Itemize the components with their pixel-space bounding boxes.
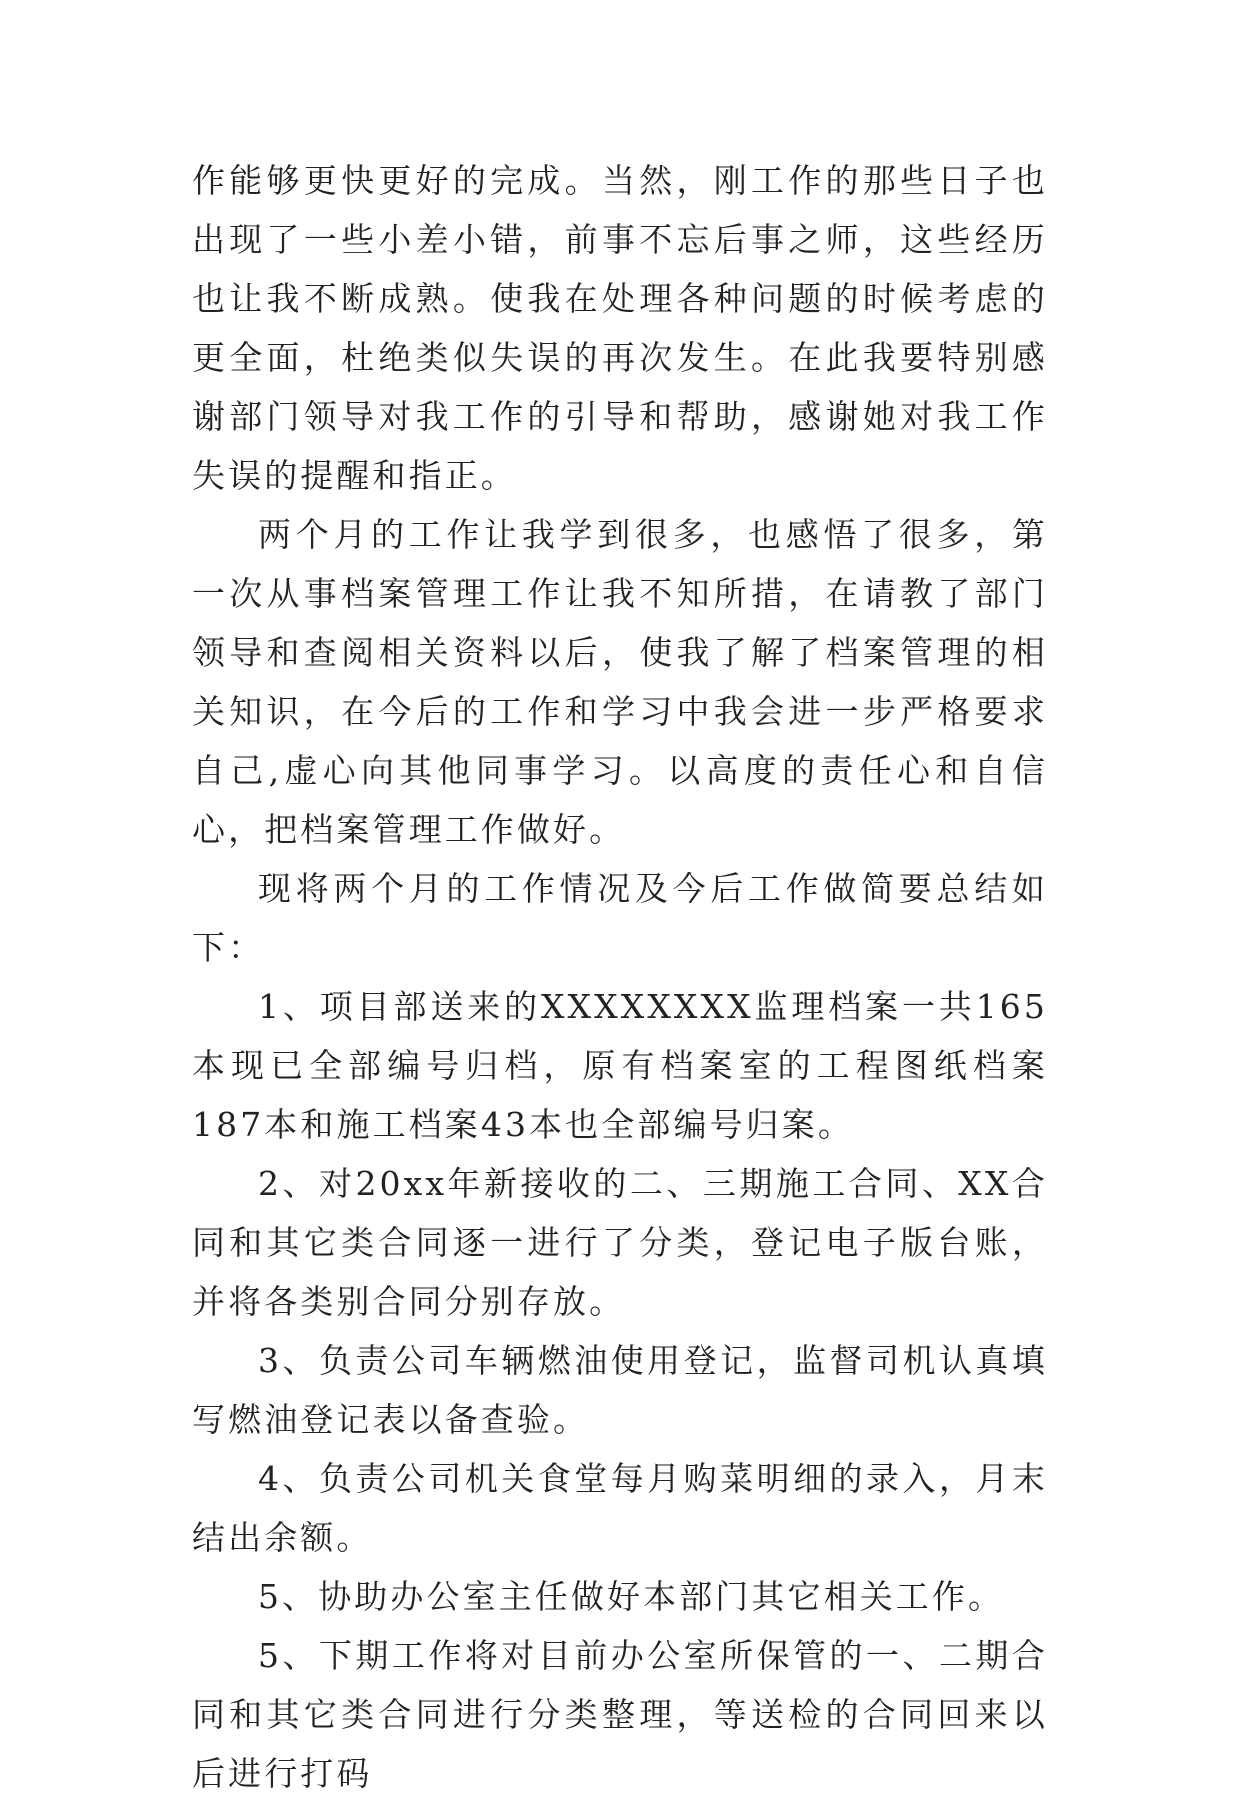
list-item-2: 2、对20xx年新接收的二、三期施工合同、XX合同和其它类合同逐一进行了分类，登记电子版台账，并将各类别合同分别存放。 — [192, 1164, 1048, 1321]
paragraph-2: 两个月的工作让我学到很多，也感悟了很多，第一次从事档案管理工作让我不知所措，在请教了部门领导和查阅相关资料以后，使我了解了档案管理的相关知识，在今后的工作和学习中我会进一步严格要求自己,虚心向其他同事学习。以高度的责任心和自信心，把档案管理工作做好。 — [192, 515, 1048, 849]
document-body — [192, 151, 1048, 1803]
list-item-4: 4、负责公司机关食堂每月购菜明细的录入，月末结出余额。 — [192, 1459, 1048, 1557]
list-item-3: 3、负责公司车辆燃油使用登记，监督司机认真填写燃油登记表以备查验。 — [192, 1341, 1048, 1439]
list-item-6: 5、下期工作将对目前办公室所保管的一、二期合同和其它类合同进行分类整理，等送检的合同回来以后进行打码 — [192, 1636, 1048, 1793]
paragraph-1: 作能够更快更好的完成。当然，刚工作的那些日子也出现了一些小差小错，前事不忘后事之师，这些经历也让我不断成熟。使我在处理各种问题的时候考虑的更全面，杜绝类似失误的再次发生。在此我要特别感谢部门领导对我工作的引导和帮助，感谢她对我工作失误的提醒和指正。 — [192, 161, 1048, 495]
paragraph-3: 现将两个月的工作情况及今后工作做简要总结如下： — [192, 869, 1048, 967]
list-item-1: 1、项目部送来的XXXXXXXX监理档案一共165本现已全部编号归档，原有档案室的工程图纸档案187本和施工档案43本也全部编号归案。 — [192, 987, 1048, 1144]
list-item-5: 5、协助办公室主任做好本部门其它相关工作。 — [258, 1577, 1005, 1616]
